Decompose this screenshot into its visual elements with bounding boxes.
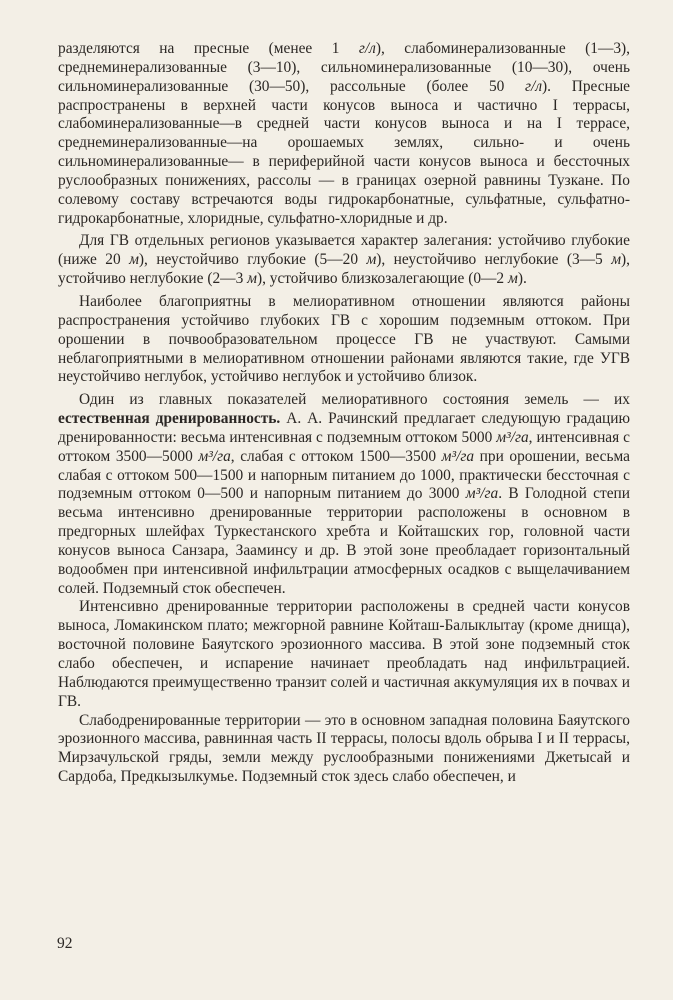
italic-unit: м: [247, 270, 257, 288]
italic-unit: м: [507, 270, 518, 288]
text-run: ), неустойчиво неглубокие (3—5: [376, 251, 612, 269]
paragraph-favorable-regions: [58, 293, 630, 387]
text-run: Интенсивно дренированные территории расположены в средней части конусов выноса, Ломакинском плато; межгорной равнине Койташ-Балыклытау (кроме днища), восточной половине Баяутского эрозионного массива. В этой зоне подземный сток слабо обеспечен, и испарение начинает преобладать над инфильтрацией. Наблюдаются преимущественно транзит солей и частичная аккумуляция их в почвах и ГВ.: [58, 598, 630, 710]
italic-unit: м³/га: [465, 485, 499, 503]
italic-unit: г/л: [525, 77, 543, 95]
italic-unit: м: [366, 251, 377, 269]
italic-unit: м³/га: [198, 447, 231, 465]
text-run: . В Голодной степи весьма интенсивно дренированные территории расположены в основном в предгорных шлейфах Туркестанского хребта и Койташских гор, головной части конусов выноса Санзара, Зааминсу и др. В этой зоне преобладает горизонтальный водообмен при интенсивной инфильтрации атмосферных осадков с выщелачиванием солей. Подземный сток обеспечен.: [58, 485, 631, 597]
text-run: Слабодренированные территории — это в основном западная половина Баяутского эрозионного массива, равнинная часть II террасы, полосы вдоль обрыва I и II террасы, Мирзачульской гряды, земли между руслообразными понижениями Джетысай и Сардоба, Предкызылкумье. Подземный сток здесь слабо обеспечен, и: [58, 711, 630, 786]
page-number: 92: [57, 935, 73, 952]
text-run: при орошении, весьма слабая с оттоком 500—1500 и напорным питанием до 1000, практически бессточная с подземным оттоком 0—500 и напорным питанием до 3000: [58, 447, 630, 503]
paragraph-natural-drainage: [58, 391, 630, 598]
italic-unit: г/л: [358, 40, 376, 57]
paragraph-intensively-drained: [58, 598, 630, 711]
text-run: ), слабоминерализованные (1—3), среднеминерализованные (3—10), сильноминерализованные (10—30), очень сильноминерализованные (30—50), рассольные (более 50: [58, 40, 631, 95]
body-text: [58, 40, 630, 787]
text-run: ), устойчиво близкозалегающие (0—2: [256, 270, 508, 288]
paragraph-water-mineralization: [58, 40, 630, 228]
text-run: Наиболее благоприятны в мелиоративном отношении являются районы распространения устойчиво глубоких ГВ с хорошим подземным оттоком. При орошении в почвообразовательном процессе ГВ не участвуют. Самыми неблагоприятными в мелиоративном отношении районами являются такие, где УГВ неустойчиво неглубок, устойчиво неглубок и устойчиво близок.: [58, 292, 630, 386]
text-run: А. А. Рачинский предлагает следующую градацию дренированности: весьма интенсивная с подземным оттоком 5000: [58, 410, 630, 446]
text-run: ). Пресные распространены в верхней части конусов выноса и частично I террасы, слабоминерализованные—в средней части конусов выноса и на I террасе, среднеминерализованные—на орошаемых землях, сильно- и очень сильноминерализованные— в периферийной части конусов выноса и бессточных руслообразных понижениях, рассолы — в границах озерной равнины Тузкане. По солевому составу встречаются воды гидрокарбонатные, сульфатные, сульфатно-гидрокарбонатные, хлоридные, сульфатно-хлоридные и др.: [58, 77, 630, 227]
italic-unit: м: [129, 251, 139, 269]
paragraph-weakly-drained: [58, 712, 630, 787]
text-run: разделяются на пресные (менее 1: [58, 40, 359, 57]
text-run: , интенсивная с оттоком 3500—5000: [58, 428, 631, 465]
bold-term: естественная дренированность.: [58, 410, 281, 428]
text-run: ).: [517, 270, 527, 288]
italic-unit: м³/га: [496, 428, 529, 446]
text-run: Один из главных показателей мелиоративного состояния земель — их: [79, 391, 630, 409]
paragraph-groundwater-occurrence: [58, 232, 630, 289]
text-run: , слабая с оттоком 1500—3500: [230, 447, 442, 465]
text-run: ), неустойчиво глубокие (5—20: [138, 251, 367, 269]
italic-unit: м³/га: [441, 447, 475, 465]
italic-unit: м: [611, 251, 622, 269]
text-run: Для ГВ отдельных регионов указывается характер залегания: устойчиво глубокие (ниже 20: [58, 232, 630, 269]
text-run: ), устойчиво неглубокие (2—3: [58, 251, 630, 288]
